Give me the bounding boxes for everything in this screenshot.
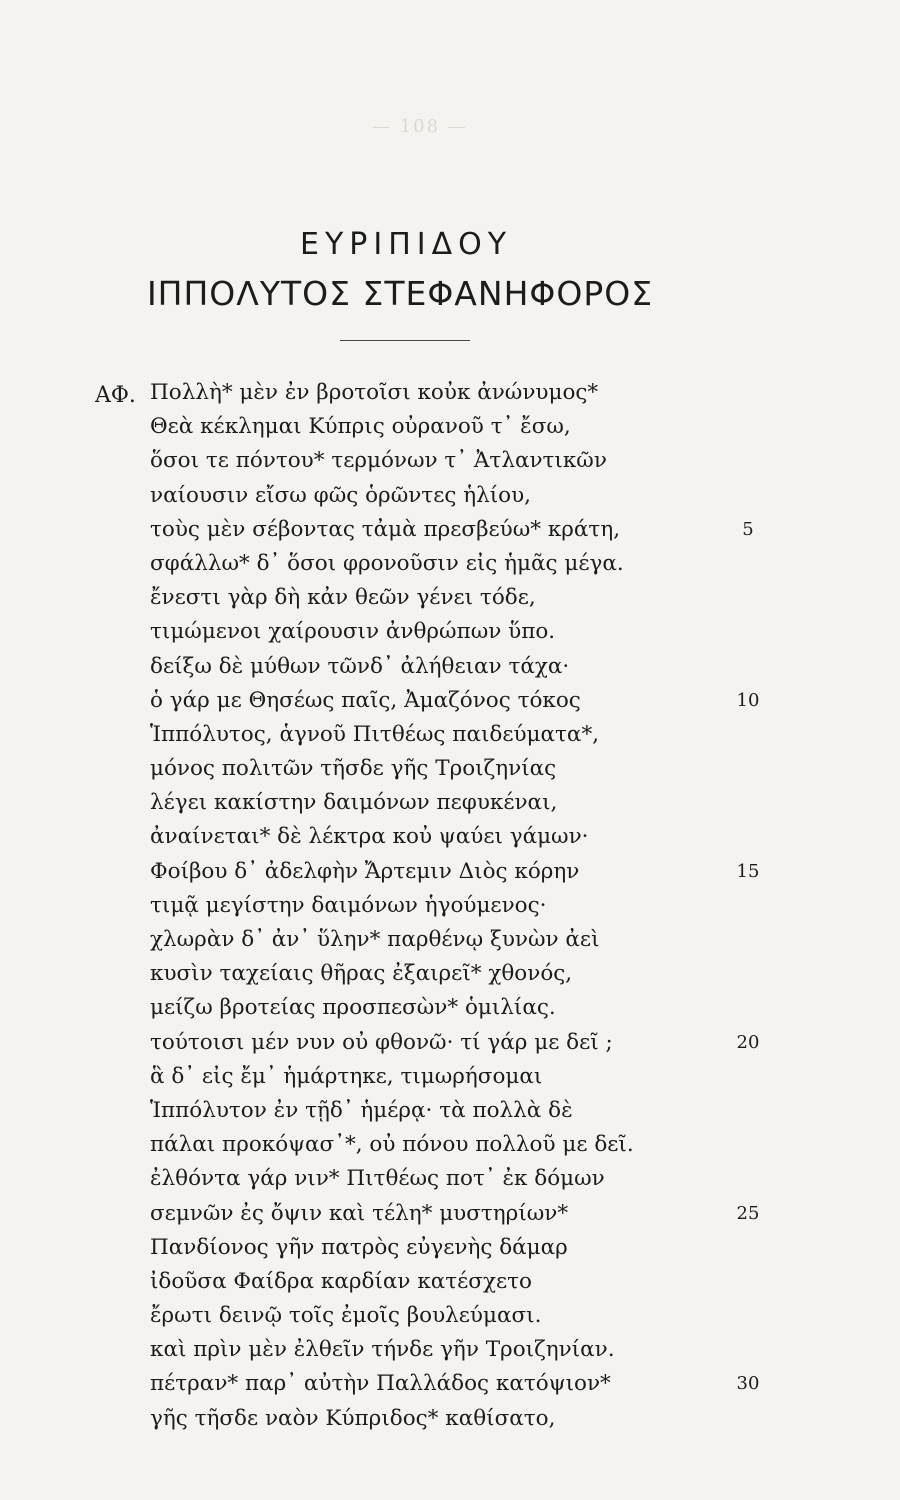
verse-line: γῆς τῆσδε ναὸν Κύπριδος* καθίσατο, [150, 1405, 556, 1431]
line-number: 10 [736, 689, 760, 711]
verse-line: τούτοισι μέν νυν οὐ φθονῶ· τί γάρ με δεῖ ; 20 [150, 1026, 710, 1060]
verse-line: ἰδοῦσα Φαίδρα καρδίαν κατέσχετο [150, 1268, 532, 1294]
verse-line: πάλαι προκόψασ᾽*, οὐ πόνου πολλοῦ με δεῖ. [150, 1132, 634, 1158]
verse-line: τοὺς μὲν σέβοντας τἀμὰ πρεσβεύω* κράτη, 5 [150, 513, 710, 547]
line-number: 30 [736, 1373, 760, 1395]
verse-line: ἔνεστι γὰρ δὴ κἀν θεῶν γένει τόδε, [150, 585, 536, 611]
verse-line: δείξω δὲ μύθων τῶνδ᾽ ἀλήθειαν τάχα· [150, 653, 570, 679]
line-number: 15 [736, 860, 760, 882]
verse-line: τιμώμενοι χαίρουσιν ἀνθρώπων ὕπο. [150, 619, 556, 645]
verse-line: σφάλλω* δ᾽ ὅσοι φρονοῦσιν εἰς ἡμᾶς μέγα. [150, 550, 624, 576]
verse-line: Φοίβου δ᾽ ἀδελφὴν Ἄρτεμιν Διὸς κόρην 15 [150, 855, 710, 889]
verse-line: ἔρωτι δεινῷ τοῖς ἐμοῖς βουλεύμασι. [150, 1303, 542, 1329]
verse-line: Θεὰ κέκλημαι Κύπρις οὐρανοῦ τ᾽ ἔσω, [150, 414, 571, 440]
verse-line: σεμνῶν ἐς ὄψιν καὶ τέλη* μυστηρίων* 25 [150, 1197, 710, 1231]
line-number: 20 [736, 1031, 760, 1053]
verse-line: Ἱππόλυτος, ἁγνοῦ Πιτθέως παιδεύματα*, [150, 721, 600, 747]
verse-line: καὶ πρὶν μὲν ἐλθεῖν τήνδε γῆν Τροιζηνίαν. [150, 1337, 615, 1363]
verse-line: τιμᾷ μεγίστην δαιμόνων ἡγούμενος· [150, 892, 547, 918]
verse-line: ὅσοι τε πόντου* τερμόνων τ᾽ Ἀτλαντικῶν [150, 448, 607, 474]
running-header: — 108 — [372, 116, 468, 137]
verse-line: λέγει κακίστην δαιμόνων πεφυκέναι, [150, 790, 558, 816]
verse-line: κυσὶν ταχείαις θῆρας ἐξαιρεῖ* χθονός, [150, 961, 573, 987]
verse-line: χλωρὰν δ᾽ ἀν᾽ ὕλην* παρθένῳ ξυνὼν ἀεὶ [150, 927, 600, 952]
title-divider [340, 340, 470, 341]
verse-line: μείζω βροτείας προσπεσὼν* ὁμιλίας. [150, 995, 556, 1021]
verse-line: πέτραν* παρ᾽ αὐτὴν Παλλάδος κατόψιον* 30 [150, 1367, 710, 1401]
author-heading: ΕΥΡΙΠΙΔΟΥ [300, 227, 513, 262]
verse-line: ἃ δ᾽ εἰς ἔμ᾽ ἡμάρτηκε, τιμωρήσομαι [150, 1063, 543, 1089]
verse-line: ἐλθόντα γάρ νιν* Πιτθέως ποτ᾽ ἐκ δόμων [150, 1166, 605, 1192]
verse-line: ὁ γάρ με Θησέως παῖς, Ἀμαζόνος τόκος 10 [150, 684, 710, 718]
verse-line: ναίουσιν εἴσω φῶς ὁρῶντες ἡλίου, [150, 482, 531, 508]
verse-line: μόνος πολιτῶν τῆσδε γῆς Τροιζηνίας [150, 756, 557, 782]
line-number: 5 [742, 518, 754, 540]
line-number: 25 [736, 1202, 760, 1224]
verse-block [150, 376, 760, 1436]
speaker-label: ΑΦ. [95, 383, 136, 408]
verse-line: ἀναίνεται* δὲ λέκτρα κοὐ ψαύει γάμων· [150, 824, 589, 850]
play-title: ΙΠΠΟΛΥΤΟΣ ΣΤΕΦΑΝΗΦΟΡΟΣ [146, 274, 654, 313]
verse-line: Πανδίονος γῆν πατρὸς εὐγενὴς δάμαρ [150, 1234, 568, 1260]
verse-line: Ἱππόλυτον ἐν τῇδ᾽ ἡμέρᾳ· τὰ πολλὰ δὲ [150, 1097, 573, 1123]
verse-line: Πολλὴ* μὲν ἐν βροτοῖσι κοὐκ ἀνώνυμος* [150, 380, 599, 405]
